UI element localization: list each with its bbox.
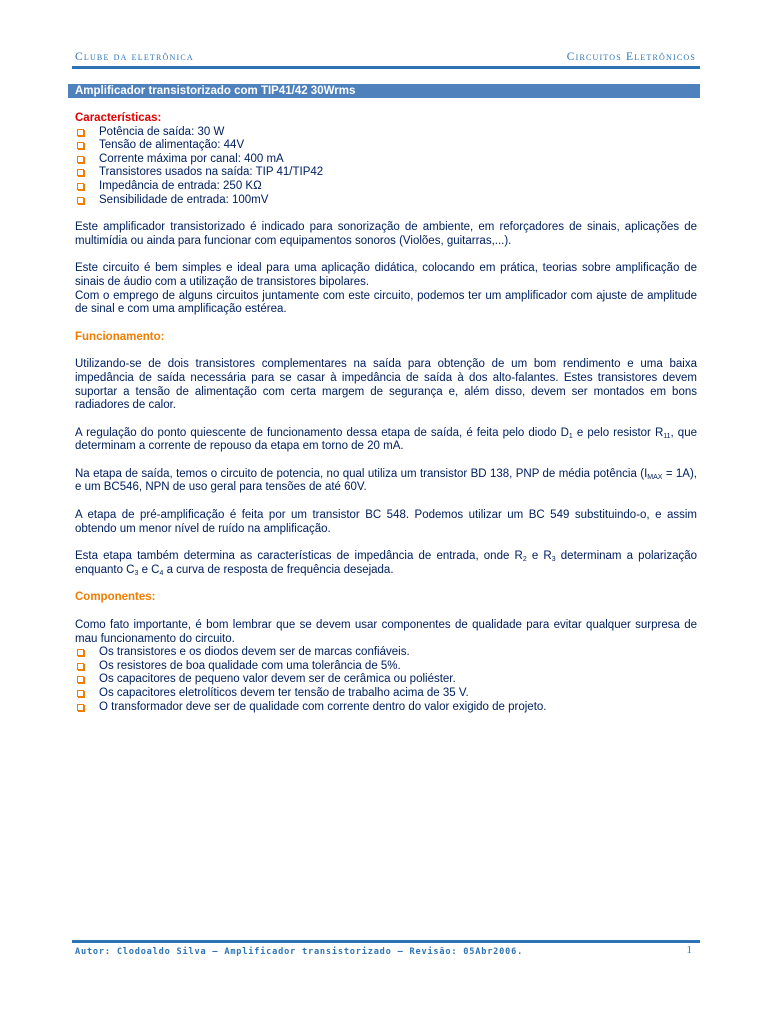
header-right: Circuitos Eletrônicos bbox=[566, 51, 696, 63]
list-item bbox=[75, 687, 697, 701]
footer-author: Autor: Clodoaldo Silva – Amplificador transistorizado – Revisão: 05Abr2006. bbox=[75, 947, 524, 957]
list-item bbox=[75, 646, 697, 660]
intro-paragraph-2: Este circuito é bem simples e ideal para uma aplicação didática, colocando em prática, teorias sobre amplificação de sinais de áudio com a utilização de transistores bipolares. bbox=[75, 262, 697, 288]
list-item-text: Os capacitores eletrolíticos devem ter tensão de trabalho acima de 35 V. bbox=[99, 687, 469, 699]
funcionamento-paragraph-4: A etapa de pré-amplificação é feita por um transistor BC 548. Podemos utilizar um BC 549 substituindo-o, e assim obtendo um menor nível de ruído na amplificação. bbox=[75, 509, 697, 535]
list-item-text: Os transistores e os diodos devem ser de marcas confiáveis. bbox=[99, 646, 410, 659]
list-item-text: O transformador deve ser de qualidade com corrente dentro do valor exigido de projeto. bbox=[99, 700, 547, 713]
list-item-text: Potência de saída: 30 W bbox=[99, 125, 225, 138]
document-title: Amplificador transistorizado com TIP41/42 30Wrms bbox=[68, 84, 700, 98]
header-left: Clube da eletrônica bbox=[75, 51, 194, 63]
list-item-text: Corrente máxima por canal: 400 mA bbox=[99, 152, 284, 165]
list-item bbox=[75, 126, 697, 140]
bullet-icon bbox=[77, 129, 84, 136]
list-item-text: Impedância de entrada: 250 KΩ bbox=[99, 179, 262, 192]
componentes-list bbox=[75, 646, 697, 714]
funcionamento-paragraph-2: A regulação do ponto quiescente de funcionamento dessa etapa de saída, é feita pelo diodo $D_1$ e pelo resistor $R_{11}$, que determinam a corrente de repouso da etapa em torno de 20 mA. bbox=[75, 426, 697, 453]
footer-rule bbox=[72, 940, 700, 943]
list-item-text: Sensibilidade de entrada: 100mV bbox=[99, 193, 269, 206]
list-item bbox=[75, 701, 697, 715]
bullet-icon bbox=[77, 649, 84, 656]
funcionamento-paragraph-3: Na etapa de saída, temos o circuito de potencia, no qual utiliza um transistor BD 138, PNP de média potência $(I_{MAX} = 1A)$, e um BC546, NPN de uso geral para tensões de até 60V. bbox=[75, 467, 698, 494]
bullet-icon bbox=[77, 690, 84, 697]
list-item-text: Transistores usados na saída: TIP 41/TIP42 bbox=[99, 166, 324, 179]
funcionamento-paragraph-1: Utilizando-se de dois transistores complementares na saída para obtenção de um bom rendimento e uma baixa impedância de saída necessária para se casar à impedância de saída à dos alto-falantes. Estes transistores devem suportar a tensão de alimentação com certa margem de segurança e, além disso, devem ser montados em bons radiadores de calor. bbox=[75, 358, 697, 412]
list-item bbox=[75, 166, 697, 180]
page-number: 1 bbox=[686, 944, 692, 956]
list-item bbox=[75, 194, 697, 208]
list-item bbox=[75, 673, 697, 687]
bullet-icon bbox=[77, 183, 84, 190]
caracteristicas-heading: Características: bbox=[75, 112, 162, 124]
funcionamento-heading: Funcionamento: bbox=[75, 330, 165, 343]
bullet-icon bbox=[77, 142, 84, 149]
componentes-heading: Componentes: bbox=[75, 591, 156, 604]
funcionamento-paragraph-5: Esta etapa também determina as características de impedância de entrada, onde $R_2$ e $R_3$ determinam a polarização enquanto $C_3$ e $C_4$ a curva de resposta de frequência desejada. bbox=[75, 550, 698, 577]
list-item-text: Os resistores de boa qualidade com uma tolerância de 5%. bbox=[99, 659, 401, 672]
caracteristicas-list bbox=[75, 126, 697, 208]
list-item bbox=[75, 153, 697, 167]
bullet-icon bbox=[77, 663, 84, 670]
bullet-icon bbox=[77, 676, 84, 683]
intro-paragraph-1: Este amplificador transistorizado é indicado para sonorização de ambiente, em reforçadores de sinais, aplicações de multimídia ou ainda para funcionar com equipamentos sonoros (Violões, guitarras,...). bbox=[75, 221, 697, 247]
bullet-icon bbox=[77, 169, 84, 176]
bullet-icon bbox=[77, 156, 84, 163]
bullet-icon bbox=[77, 197, 84, 204]
list-item-text: Os capacitores de pequeno valor devem ser de cerâmica ou poliéster. bbox=[99, 673, 456, 686]
header-rule bbox=[72, 66, 700, 69]
list-item-text: Tensão de alimentação: 44V bbox=[99, 139, 245, 152]
bullet-icon bbox=[77, 704, 84, 711]
list-item bbox=[75, 139, 697, 153]
document-body bbox=[75, 112, 697, 714]
list-item bbox=[75, 660, 697, 674]
componentes-paragraph: Como fato importante, é bom lembrar que se devem usar componentes de qualidade para evitar qualquer surpresa de mau funcionamento do circuito. bbox=[75, 619, 697, 645]
list-item bbox=[75, 180, 697, 194]
intro-paragraph-3: Com o emprego de alguns circuitos juntamente com este circuito, podemos ter um amplificador com ajuste de amplitude de sinal e com uma amplificação estérea. bbox=[75, 289, 697, 316]
